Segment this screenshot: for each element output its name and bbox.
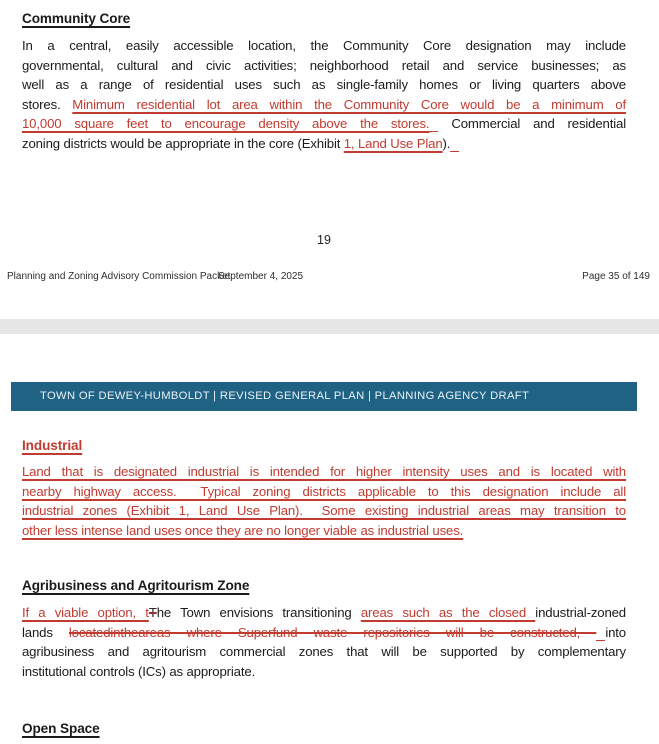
footer-date: September 4, 2025 [218,271,304,282]
body-text: Commercial and residential [438,116,626,132]
inserted-text: If a viable option, t [22,605,149,620]
body-text: he Town envisions transitioning [156,605,361,620]
open-space-heading: Open Space [22,721,100,736]
text-line [22,662,626,682]
agribusiness-paragraph [22,603,626,681]
community-core-paragraph [22,36,626,154]
footer-packet-title: Planning and Zoning Advisory Commission Packet [7,271,231,282]
inserted-text: nearby highway access. Typical zoning districts applicable to this designation include all [22,483,626,499]
deleted-text: locatedintheareas where Superfund waste repositories will be constructed, [68,624,597,640]
text-line [22,56,626,76]
text-line [22,95,626,115]
inserted-text: 10,000 square feet to encourage density above the stores. [22,116,430,132]
text-line [22,134,626,154]
text-line [22,75,626,95]
body-text: governmental, cultural and civic activities; neighborhood retail and service businesses; as [22,57,626,73]
body-text: stores. [22,96,73,112]
industrial-paragraph [22,462,626,540]
text-line [22,482,626,502]
inserted-text: Land that is designated industrial is intended for higher intensity uses and is located with [22,464,626,479]
text-line [22,114,626,134]
industrial-heading: Industrial [22,438,83,453]
body-text: agribusiness and agritourism commercial zones that will be supported by complementary [22,644,626,660]
text-line [22,501,626,521]
document-title-banner: TOWN OF DEWEY-HUMBOLDT | REVISED GENERAL PLAN | PLANNING AGENCY DRAFT [11,382,637,411]
page-number: 19 [317,233,331,247]
body-text: In a central, easily accessible location, the Community Core designation may include [22,38,626,53]
footer-page-indicator: Page 35 of 149 [582,271,650,282]
inserted-text: other less intense land uses once they are no longer viable as industrial uses. [22,522,464,538]
body-text: zoning districts would be appropriate in the core (Exhibit [22,135,344,151]
text-line [22,603,626,623]
text-line [22,623,626,643]
text-line [22,36,626,56]
deleted-text: T [148,605,157,620]
page-separator [0,319,659,334]
inserted-space-mark [450,139,459,152]
inserted-text: 1, Land Use Plan [343,135,443,151]
text-line [22,462,626,482]
body-text: into [605,624,626,640]
text-line [22,642,626,662]
body-text: industrial-zoned [535,605,626,620]
body-text: institutional controls (ICs) as appropriate. [22,663,256,679]
community-core-heading: Community Core [22,11,131,26]
body-text: well as a range of residential uses such as single-family homes or living quarters above [22,77,626,93]
text-line [22,521,626,541]
body-text: lands [22,624,69,640]
body-text: ). [442,135,451,151]
inserted-text: Minimum residential lot area within the Community Core would be a minimum of [72,96,626,112]
inserted-text: industrial zones (Exhibit 1, Land Use Plan). Some existing industrial areas may transition to [22,503,626,519]
inserted-space-mark [596,627,605,640]
agribusiness-agritourism-heading: Agribusiness and Agritourism Zone [22,578,250,593]
inserted-text: areas such as the closed [360,605,536,620]
